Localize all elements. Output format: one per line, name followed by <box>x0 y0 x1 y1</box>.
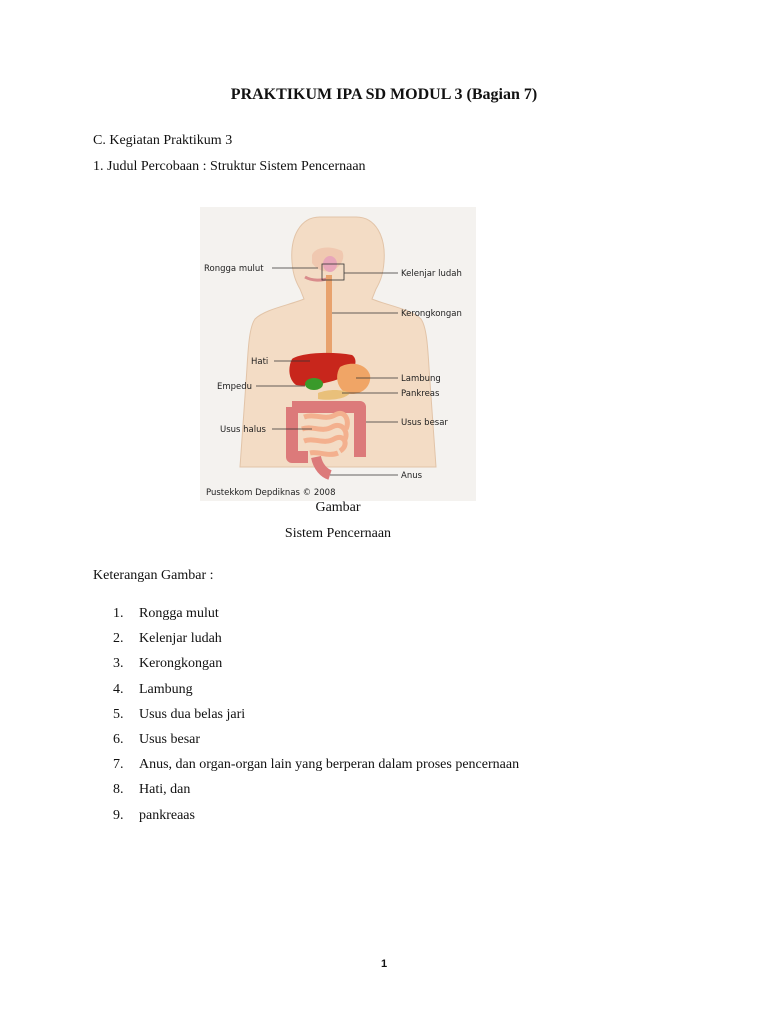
digestive-system-figure <box>200 207 476 501</box>
list-item: 6. Usus besar <box>113 731 201 747</box>
figure-caption-line1: Gambar <box>315 500 361 515</box>
list-item: 7. Anus, dan organ-organ lain yang berperan dalam proses pencernaan <box>113 757 520 773</box>
label-kerongkongan: Kerongkongan <box>401 309 462 319</box>
list-item: 2. Kelenjar ludah <box>113 631 222 647</box>
label-pankreas: Pankreas <box>401 389 440 399</box>
page-number: 1 <box>380 958 388 970</box>
legend-heading: Keterangan Gambar : <box>93 568 214 583</box>
label-kelenjar-ludah: Kelenjar ludah <box>401 269 462 279</box>
page-title: PRAKTIKUM IPA SD MODUL 3 (Bagian 7) <box>230 86 538 103</box>
label-anus: Anus <box>401 471 423 481</box>
list-item: 5. Usus dua belas jari <box>113 706 246 722</box>
figure-caption-line2: Sistem Pencernaan <box>284 526 392 541</box>
list-item: 1. Rongga mulut <box>113 606 219 621</box>
label-empedu: Empedu <box>217 382 253 392</box>
label-usus-halus: Usus halus <box>220 425 266 435</box>
figure-credit: Pustekkom Depdiknas © 2008 <box>206 488 336 498</box>
section-heading: C. Kegiatan Praktikum 3 <box>93 133 233 148</box>
label-usus-besar: Usus besar <box>401 418 448 428</box>
list-item: 3. Kerongkongan <box>113 656 223 672</box>
label-rongga-mulut: Rongga mulut <box>204 264 264 274</box>
legend-list <box>113 606 519 833</box>
list-item: 4. Lambung <box>113 681 193 697</box>
label-hati: Hati <box>251 357 269 367</box>
digestive-system-illustration <box>200 207 476 501</box>
list-item: 8. Hati, dan <box>113 782 191 798</box>
experiment-title: 1. Judul Percobaan : Struktur Sistem Pencernaan <box>93 159 366 174</box>
label-lambung: Lambung <box>401 374 441 384</box>
list-item: 9. pankreaas <box>113 807 195 823</box>
